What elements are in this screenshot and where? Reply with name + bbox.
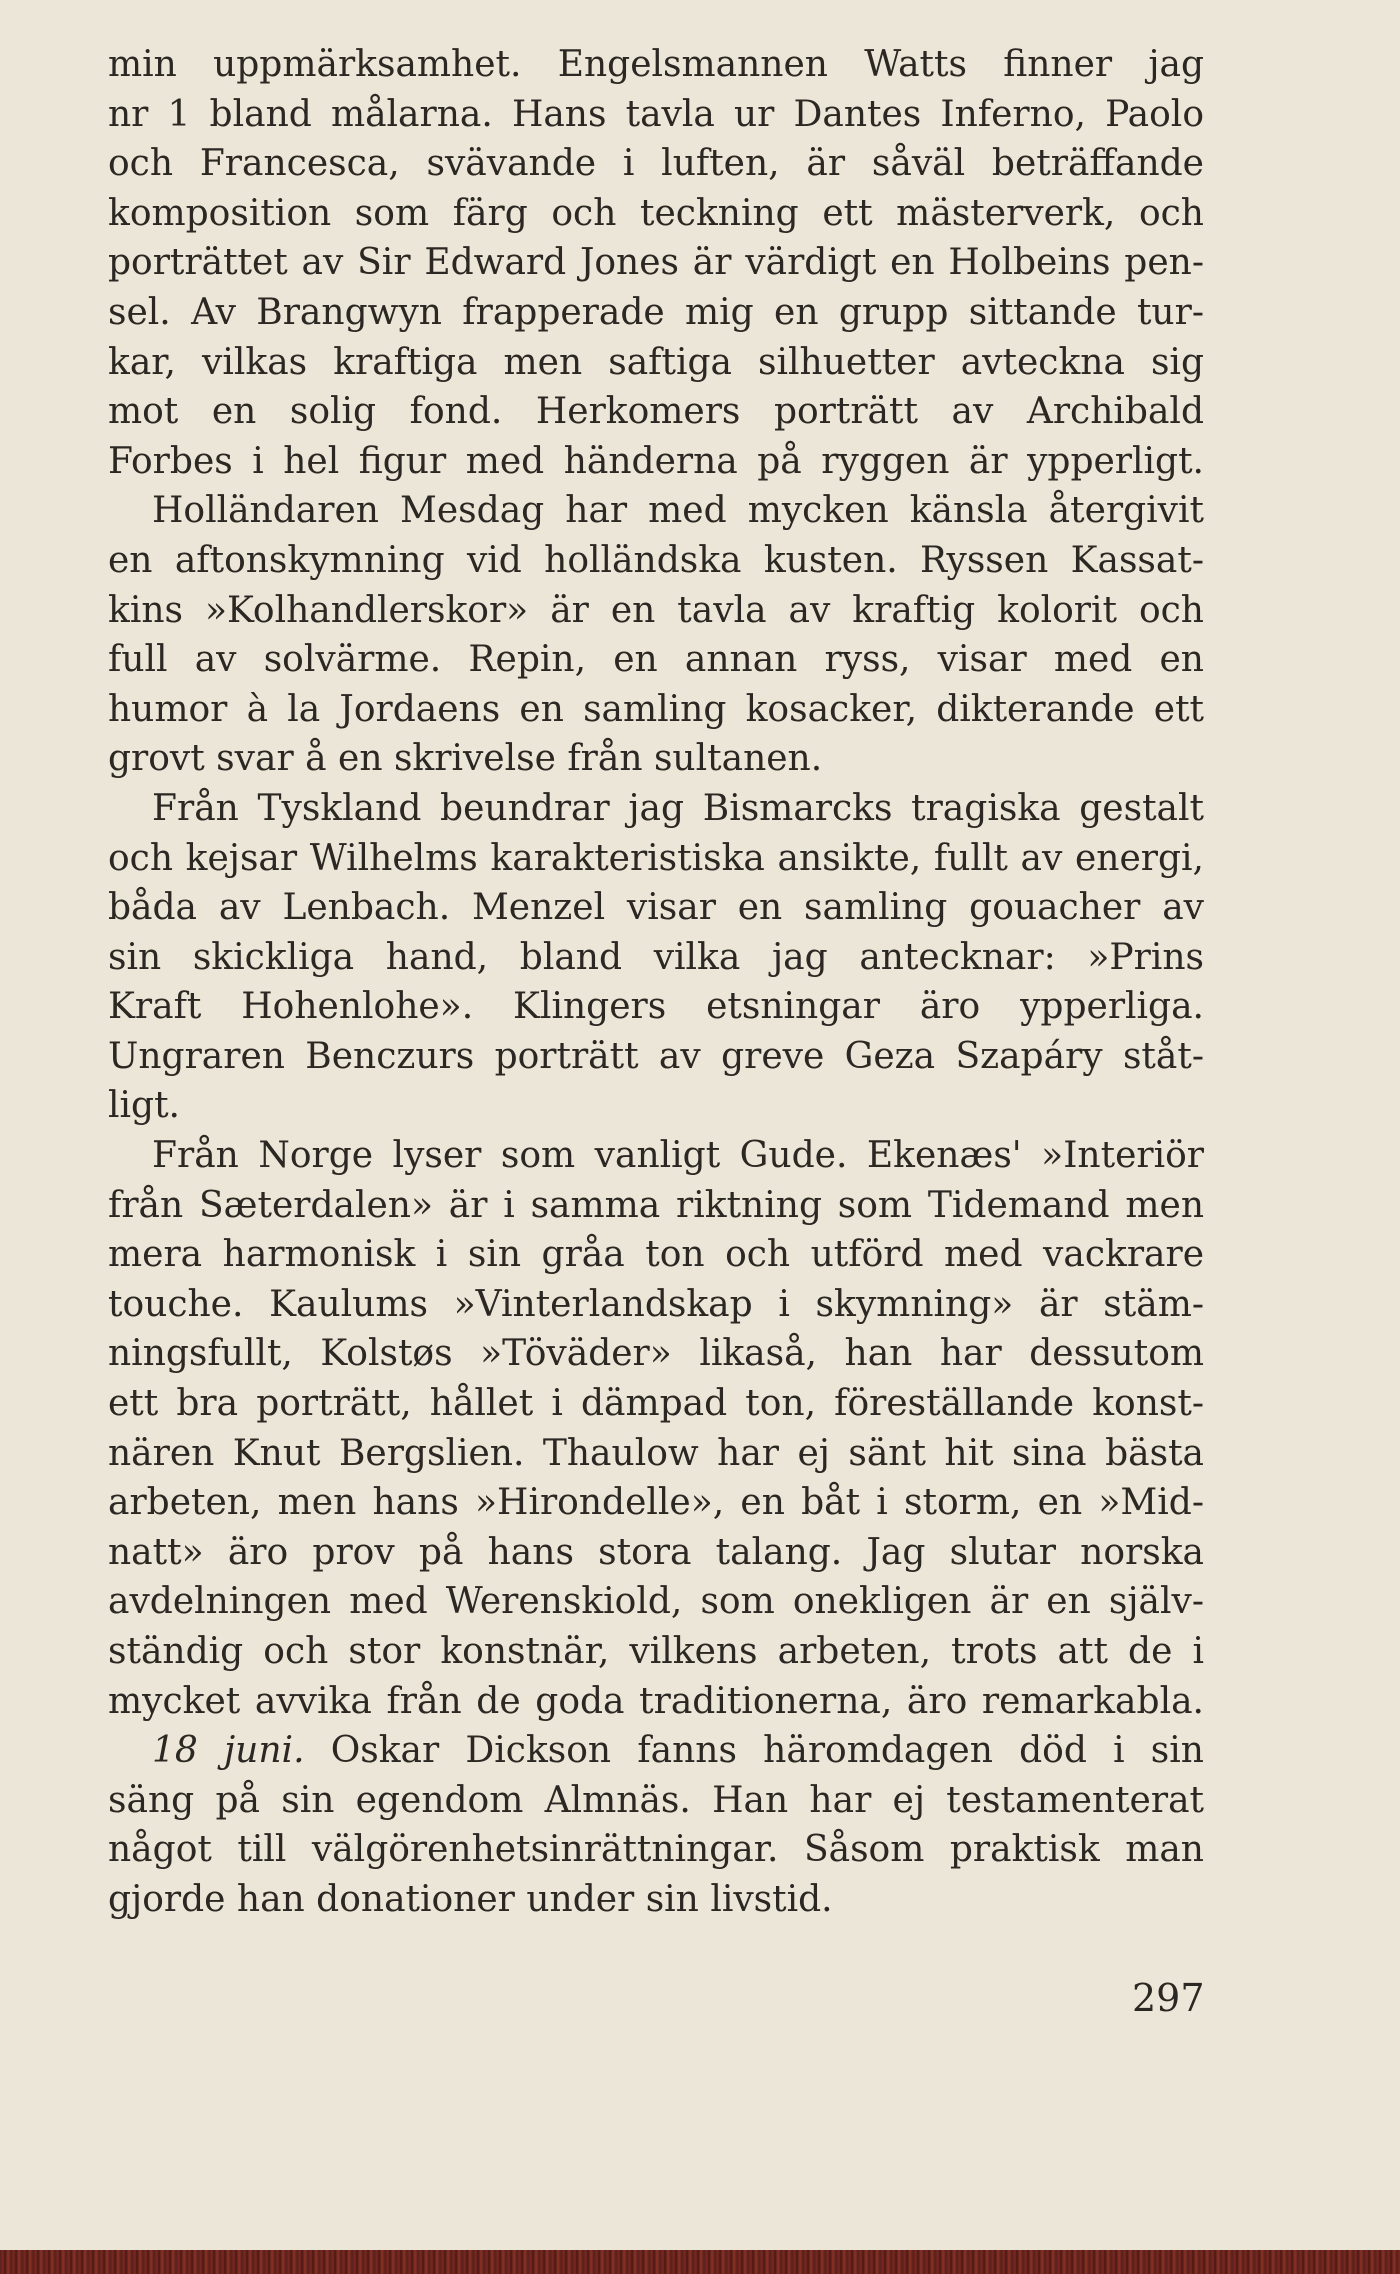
body-text xyxy=(108,40,1204,1925)
text-line xyxy=(108,338,1204,388)
text-line xyxy=(108,1726,1204,1776)
text-line xyxy=(108,933,1204,983)
line-text: Forbes i hel figur med händerna på ryggen är ypperligt. xyxy=(108,440,1204,482)
text-line xyxy=(108,1677,1204,1727)
text-line xyxy=(108,1230,1204,1280)
text-line xyxy=(108,189,1204,239)
text-line xyxy=(108,536,1204,586)
line-text: min uppmärksamhet. Engelsmannen Watts finner jag xyxy=(108,44,1204,85)
text-line xyxy=(108,635,1204,685)
text-line xyxy=(108,437,1204,487)
text-line xyxy=(108,982,1204,1032)
text-line xyxy=(108,40,1204,90)
line-text: nären Knut Bergslien. Thaulow har ej sänt hit sina bästa xyxy=(108,1432,1204,1474)
line-text: säng på sin egendom Almnäs. Han har ej testamenterat xyxy=(108,1779,1204,1821)
line-text: ett bra porträtt, hållet i dämpad ton, föreställande konst- xyxy=(108,1383,1204,1425)
text-line xyxy=(108,1429,1204,1479)
text-line xyxy=(108,1280,1204,1330)
line-text: något till välgörenhetsinrättningar. Såsom praktisk man xyxy=(108,1829,1204,1871)
line-text: Från Tyskland beundrar jag Bismarcks tragiska gestalt xyxy=(152,787,1204,829)
text-line xyxy=(108,834,1204,884)
text-line xyxy=(108,238,1204,288)
text-line xyxy=(108,387,1204,437)
entry-date: 18 juni. xyxy=(152,1730,305,1772)
line-text: ständig och stor konstnär, vilkens arbeten, trots att de i xyxy=(108,1631,1204,1672)
text-line xyxy=(108,1627,1204,1677)
line-text: gjorde han donationer under sin livstid. xyxy=(108,1878,833,1920)
line-text: Kraft Hohenlohe». Klingers etsningar äro ypperliga. xyxy=(108,986,1204,1028)
line-text: en aftonskymning vid holländska kusten. Ryssen Kassat- xyxy=(108,539,1204,581)
text-line xyxy=(108,1776,1204,1826)
text-line xyxy=(108,883,1204,933)
line-text: avdelningen med Werenskiold, som onekligen är en själv- xyxy=(108,1581,1204,1623)
line-text: och Francesca, svävande i luften, är såväl beträffande xyxy=(108,143,1204,185)
line-text: ningsfullt, Kolstøs »Töväder» likaså, han har dessutom xyxy=(108,1333,1204,1375)
text-line xyxy=(108,1528,1204,1578)
line-text: komposition som färg och teckning ett mästerverk, och xyxy=(108,192,1204,234)
line-text: sel. Av Brangwyn frapperade mig en grupp sittande tur- xyxy=(108,291,1204,333)
line-text: full av solvärme. Repin, en annan ryss, visar med en xyxy=(108,639,1204,681)
text-line xyxy=(108,1825,1204,1875)
text-line xyxy=(108,1081,1204,1131)
text-line xyxy=(108,1478,1204,1528)
line-text: Oskar Dickson fanns häromdagen död i sin xyxy=(330,1730,1204,1772)
line-text: porträttet av Sir Edward Jones är värdigt en Holbeins pen- xyxy=(108,242,1204,284)
line-text: grovt svar å en skrivelse från sultanen. xyxy=(108,738,823,780)
line-text: touche. Kaulums »Vinterlandskap i skymning» är stäm- xyxy=(108,1283,1204,1325)
line-text: mot en solig fond. Herkomers porträtt av Archibald xyxy=(108,391,1204,433)
line-text: Från Norge lyser som vanligt Gude. Ekenæs' »Interiör xyxy=(152,1135,1204,1177)
text-line xyxy=(108,139,1204,189)
text-line xyxy=(108,586,1204,636)
text-line xyxy=(108,734,1204,784)
text-line xyxy=(108,1875,1204,1925)
line-text: Holländaren Mesdag har med mycken känsla återgivit xyxy=(152,490,1204,532)
line-text: ligt. xyxy=(108,1085,180,1127)
line-text: båda av Lenbach. Menzel visar en samling gouacher av xyxy=(108,887,1204,929)
page-edge-band xyxy=(0,2250,1400,2274)
line-text: nr 1 bland målarna. Hans tavla ur Dantes Inferno, Paolo xyxy=(108,93,1204,135)
line-text: och kejsar Wilhelms karakteristiska ansikte, fullt av energi, xyxy=(108,837,1204,879)
line-text: mycket avvika från de goda traditionerna, äro remarkabla. xyxy=(108,1680,1204,1722)
line-text: Ungraren Benczurs porträtt av greve Geza Szapáry ståt- xyxy=(108,1035,1204,1077)
text-line xyxy=(108,1577,1204,1627)
text-line xyxy=(108,90,1204,140)
text-line xyxy=(108,1329,1204,1379)
page-number: 297 xyxy=(1132,1976,1205,2020)
text-line xyxy=(108,1181,1204,1231)
text-line xyxy=(108,685,1204,735)
text-line xyxy=(108,1379,1204,1429)
line-text: kar, vilkas kraftiga men saftiga silhuetter avteckna sig xyxy=(108,341,1204,383)
text-line xyxy=(108,784,1204,834)
line-text: sin skickliga hand, bland vilka jag antecknar: »Prins xyxy=(108,936,1204,978)
text-line xyxy=(108,1131,1204,1181)
text-line xyxy=(108,486,1204,536)
text-line xyxy=(108,1032,1204,1082)
text-line xyxy=(108,288,1204,338)
line-text: mera harmonisk i sin gråa ton och utförd med vackrare xyxy=(108,1234,1204,1276)
line-text: kins »Kolhandlerskor» är en tavla av kraftig kolorit och xyxy=(108,589,1204,631)
line-text: från Sæterdalen» är i samma riktning som Tidemand men xyxy=(108,1184,1204,1226)
line-text: natt» äro prov på hans stora talang. Jag slutar norska xyxy=(108,1531,1204,1573)
line-text: arbeten, men hans »Hirondelle», en båt i storm, en »Mid- xyxy=(108,1482,1204,1524)
line-text: humor à la Jordaens en samling kosacker, dikterande ett xyxy=(108,688,1204,730)
